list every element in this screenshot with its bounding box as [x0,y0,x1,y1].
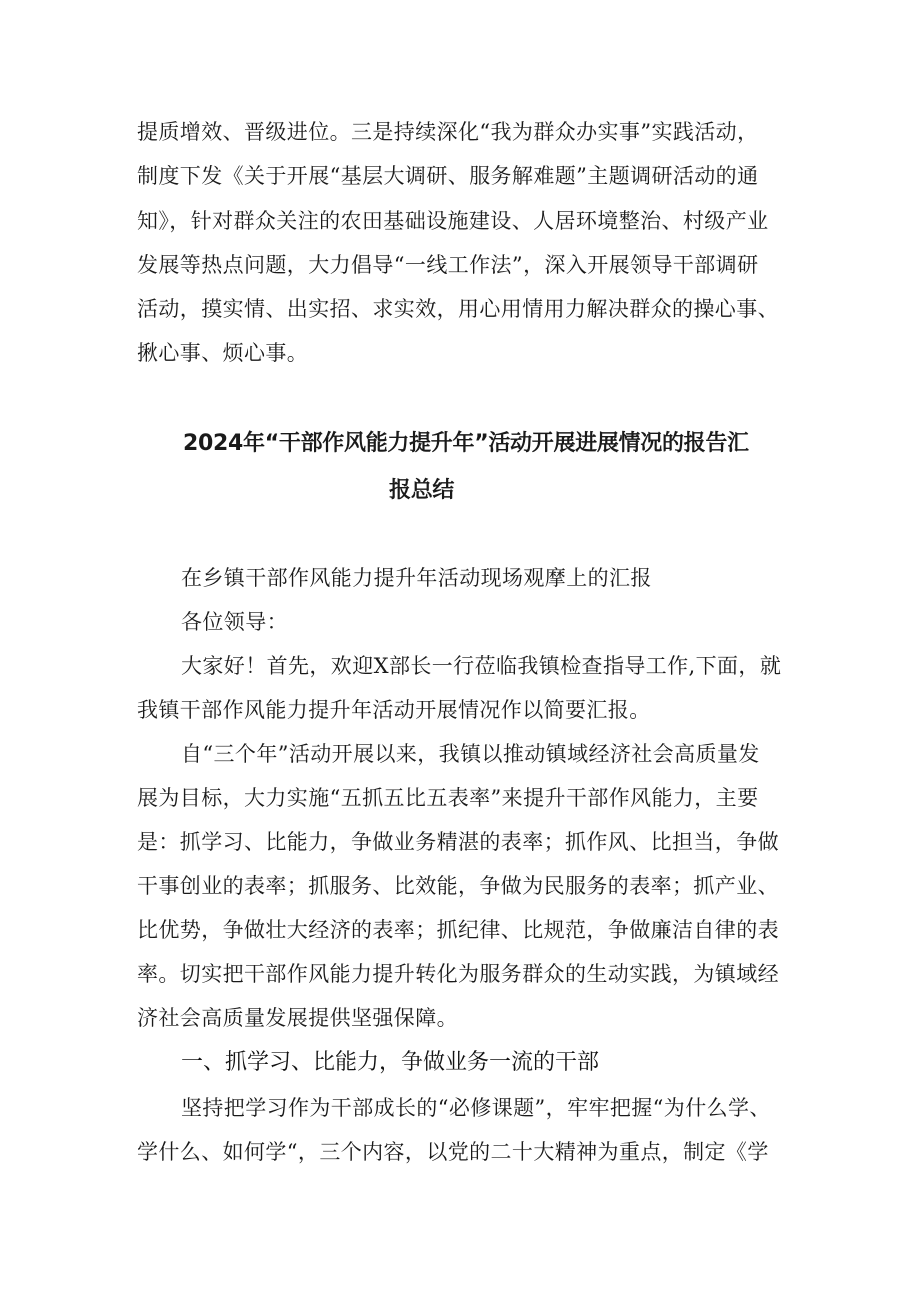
salutation: 各位领导： [181,610,288,634]
section-line-1: 坚持把学习作为干部成长的“必修课题”，牢牢把握“为什么学、 [181,1096,771,1120]
greeting-line-2: 我镇干部作风能力提升年活动开展情况作以简要汇报。 [137,698,651,722]
document-title-line-1: 2024年“干部作风能力提升年”活动开展进展情况的报告汇 [183,431,749,456]
overview-line-7: 济社会高质量发展提供坚强保障。 [137,1006,458,1030]
intro-line-5: 活动，摸实情、出实招、求实效，用心用情用力解决群众的操心事、 [137,297,779,321]
intro-line-1: 提质增效、晋级进位。三是持续深化“我为群众办实事”实践活动， [137,120,759,144]
intro-line-2: 制度下发《关于开展“基层大调研、服务解难题”主题调研活动的通 [137,164,759,188]
section-heading: 一、抓学习、比能力，争做业务一流的干部 [181,1050,600,1075]
overview-line-5: 比优势，争做壮大经济的表率；抓纪律、比规范，争做廉洁自律的表 [137,918,779,942]
intro-line-6: 揪心事、烦心事。 [137,341,309,365]
document-subtitle: 在乡镇干部作风能力提升年活动现场观摩上的汇报 [181,566,652,590]
greeting-line-1: 大家好！首先，欢迎X部长一行莅临我镇检查指导工作,下面，就 [181,654,782,678]
intro-line-3: 知》，针对群众关注的农田基础设施建设、人居环境整治、村级产业 [137,209,769,233]
section-line-2: 学什么、如何学“，三个内容，以党的二十大精神为重点，制定《学 [137,1140,769,1164]
document-title-line-2: 报总结 [389,478,455,503]
overview-line-3: 是：抓学习、比能力，争做业务精湛的表率；抓作风、比担当，争做 [137,830,779,854]
intro-line-4: 发展等热点问题，大力倡导“一线工作法”，深入开展领导干部调研 [137,253,759,277]
overview-line-6: 率。切实把干部作风能力提升转化为服务群众的生动实践，为镇域经 [137,962,779,986]
overview-line-1: 自“三个年”活动开展以来，我镇以推动镇域经济社会高质量发 [181,742,760,766]
overview-line-2: 展为目标，大力实施“五抓五比五表率”来提升干部作风能力，主要 [137,786,759,810]
overview-line-4: 干事创业的表率；抓服务、比效能，争做为民服务的表率；抓产业、 [137,874,779,898]
